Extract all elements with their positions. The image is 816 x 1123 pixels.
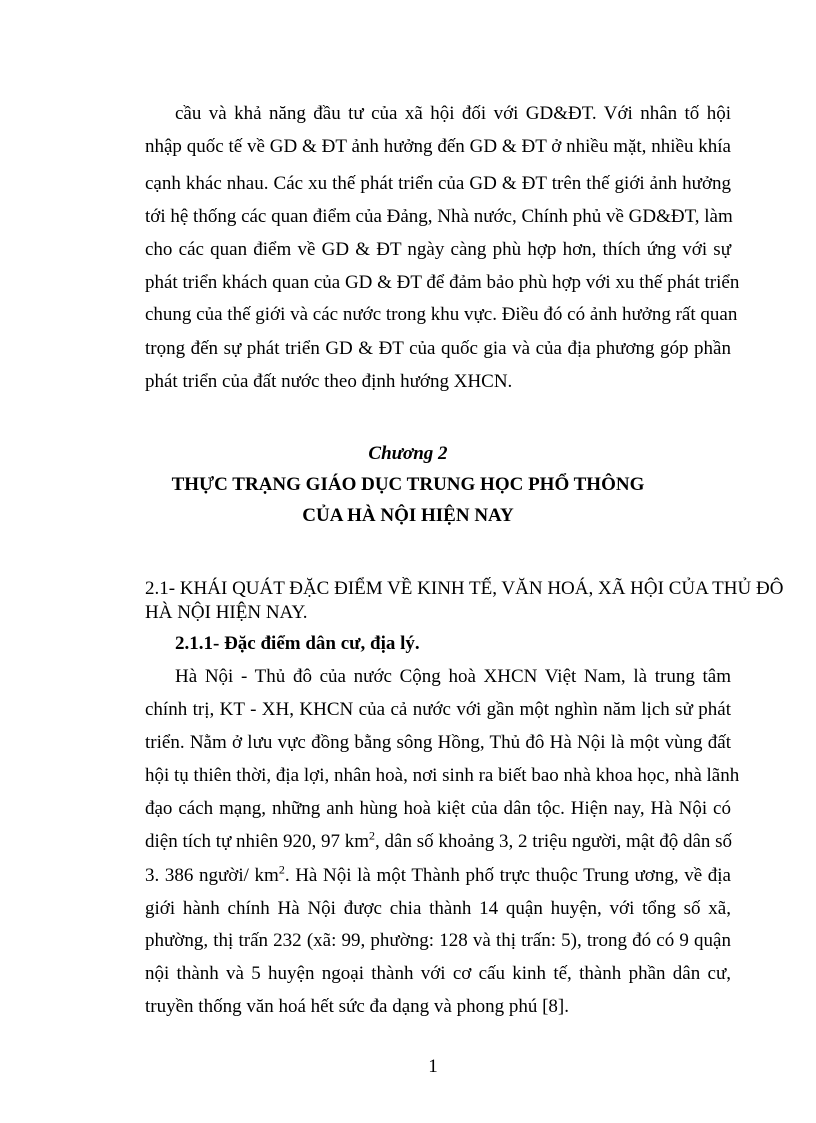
text-fragment: 3. 386 người/ km — [145, 865, 279, 886]
paragraph-line: cầu và khả năng đầu tư của xã hội đối với GD&ĐT. Với nhân tố hội — [175, 103, 731, 124]
paragraph-line: giới hành chính Hà Nội được chia thành 14 quận huyện, với tổng số xã, — [145, 898, 731, 919]
chapter-title-line1: THỰC TRẠNG GIÁO DỤC TRUNG HỌC PHỔ THÔNG — [171, 474, 645, 495]
paragraph-line — [145, 864, 731, 888]
paragraph-line: cạnh khác nhau. Các xu thế phát triển của GD & ĐT trên thế giới ảnh hưởng — [145, 173, 731, 194]
paragraph-line — [145, 830, 731, 854]
text-fragment: , dân số khoảng 3, 2 triệu người, mật độ dân số — [375, 831, 733, 852]
paragraph-line: phát triển khách quan của GD & ĐT để đảm bảo phù hợp với xu thế phát triển — [145, 272, 740, 293]
superscript: 2 — [278, 862, 285, 877]
paragraph-line: trọng đến sự phát triển GD & ĐT của quốc gia và của địa phương góp phần — [145, 338, 731, 359]
subsection-heading: 2.1.1- Đặc điểm dân cư, địa lý. — [175, 633, 420, 654]
paragraph-line: Hà Nội - Thủ đô của nước Cộng hoà XHCN Việt Nam, là trung tâm — [175, 666, 731, 687]
paragraph-line: hội tụ thiên thời, địa lợi, nhân hoà, nơi sinh ra biết bao nhà khoa học, nhà lãnh — [145, 765, 740, 786]
section-heading-line2: HÀ NỘI HIỆN NAY. — [145, 602, 308, 623]
paragraph-line: cho các quan điểm về GD & ĐT ngày càng phù hợp hơn, thích ứng với sự — [145, 239, 731, 260]
paragraph-line: triển. Nằm ở lưu vực đồng bằng sông Hồng, Thủ đô Hà Nội là một vùng đất — [145, 732, 731, 753]
text-fragment: . Hà Nội là một Thành phố trực thuộc Trung ương, về địa — [284, 865, 731, 886]
paragraph-line: tới hệ thống các quan điểm của Đảng, Nhà nước, Chính phủ về GD&ĐT, làm — [145, 206, 733, 227]
paragraph-line: phát triển của đất nước theo định hướng XHCN. — [145, 371, 513, 392]
chapter-title-line2: CỦA HÀ NỘI HIỆN NAY — [302, 505, 514, 526]
paragraph-line: phường, thị trấn 232 (xã: 99, phường: 128 và thị trấn: 5), trong đó có 9 quận — [145, 930, 731, 951]
paragraph-line: chính trị, KT - XH, KHCN của cả nước với gần một nghìn năm lịch sử phát — [145, 699, 731, 720]
paragraph-line: chung của thế giới và các nước trong khu vực. Điều đó có ảnh hưởng rất quan — [145, 304, 738, 325]
paragraph-line: nhập quốc tế về GD & ĐT ảnh hưởng đến GD & ĐT ở nhiều mặt, nhiều khía — [145, 136, 731, 157]
paragraph-line: nội thành và 5 huyện ngoại thành với cơ cấu kinh tế, thành phần dân cư, — [145, 963, 731, 984]
superscript: 2 — [369, 828, 376, 843]
paragraph-line: đạo cách mạng, những anh hùng hoà kiệt của dân tộc. Hiện nay, Hà Nội có — [145, 798, 731, 819]
chapter-label: Chương 2 — [368, 443, 448, 464]
paragraph-line: truyền thống văn hoá hết sức đa dạng và phong phú [8]. — [145, 996, 569, 1017]
section-heading-line1: 2.1- KHÁI QUÁT ĐẶC ĐIỂM VỀ KINH TẾ, VĂN HOÁ, XÃ HỘI CỦA THỦ ĐÔ — [145, 578, 784, 599]
page-number: 1 — [428, 1056, 438, 1077]
text-fragment: diện tích tự nhiên 920, 97 km — [145, 831, 370, 852]
